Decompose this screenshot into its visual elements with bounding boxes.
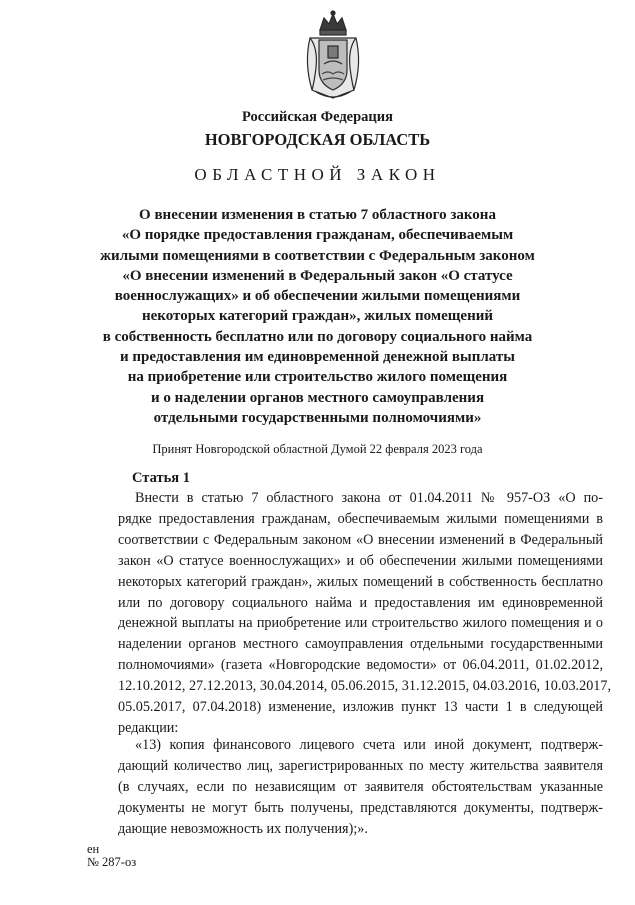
document-type-heading: ОБЛАСТНОЙ ЗАКОН [194,165,441,184]
title-line: на приобретение или строительство жилого помещения [127,369,508,386]
title-line: и предоставления им единовременной денежной выплаты [119,349,515,366]
title-line: «О порядке предоставления гражданам, обеспечиваемым [121,227,514,244]
title-line: жилыми помещениями в соответствии с Федеральным законом [100,247,535,264]
paragraph-line: (в случаях, если по независящим от заявителя обстоятельствам указанные [118,778,603,795]
footer-initials: ен [87,842,100,856]
paragraph-line: дающий количество лиц, зарегистрированных по месту жительства заявителя [118,757,603,774]
adoption-note: Принят Новгородской областной Думой 22 февраля 2023 года [152,442,483,456]
country-heading: Российская Федерация [242,109,393,125]
title-line: военнослужащих» и об обеспечении жилыми помещениями [114,288,521,305]
footer-reference [87,843,136,869]
title-line: отдельными государственными полномочиями» [153,409,482,426]
paragraph-line: 05.05.2017, 07.04.2018) изменение, изложив пункт 13 части 1 в следующей [118,699,603,716]
footer-law-number: № 287-оз [87,855,137,869]
paragraph-line: 12.10.2012, 27.12.2013, 30.04.2014, 05.06.2015, 31.12.2015, 04.03.2016, 10.03.2017, [118,678,612,695]
paragraph-line: полномочиями» (газета «Новгородские ведомости» от 06.04.2011, 01.02.2012, [118,657,603,674]
paragraph-line: «13) копия финансового лицевого счета или иной документ, подтверж- [135,737,603,753]
title-line: в собственность бесплатно или по договору социального найма [102,328,533,345]
paragraph-line: денежной выплаты на приобретение или строительство жилого помещения и о [118,615,603,632]
article-paragraph-2 [118,735,603,840]
paragraph-line: соответствии с Федеральным законом «О внесении изменений в Федеральный [118,531,603,548]
paragraph-line: или по договору социального найма и предоставления им единовременной [118,594,603,611]
paragraph-line: редакции: [118,719,179,736]
paragraph-line: документы не могут быть получены, представляются документы, подтверж- [118,799,603,816]
article-heading: Статья 1 [132,470,190,486]
paragraph-line: Внести в статью 7 областного закона от 01.04.2011 № 957-ОЗ «О по- [135,490,603,506]
paragraph-line: дающие невозможность их получения);». [118,820,368,837]
paragraph-line: закон «О статусе военнослужащих» и об обеспечении жилыми помещениями [118,552,603,569]
law-title [0,205,635,428]
paragraph-line: наделении органов местного самоуправления отдельными государственными [118,636,603,653]
title-line: и о наделении органов местного самоуправления [150,389,485,406]
region-heading: НОВГОРОДСКАЯ ОБЛАСТЬ [204,130,431,149]
novgorod-coat-of-arms-emblem [302,8,364,102]
title-line: «О внесении изменений в Федеральный закон «О статусе [122,267,513,284]
paragraph-line: некоторых категорий граждан», жилых помещений в собственность бесплатно [118,573,603,590]
paragraph-line: рядке предоставления гражданам, обеспечиваемым жилыми помещениями в [118,510,603,527]
article-paragraph-1 [118,488,612,739]
title-line: некоторых категорий граждан», жилых помещений [141,308,494,325]
title-line: О внесении изменения в статью 7 областного закона [139,207,496,223]
